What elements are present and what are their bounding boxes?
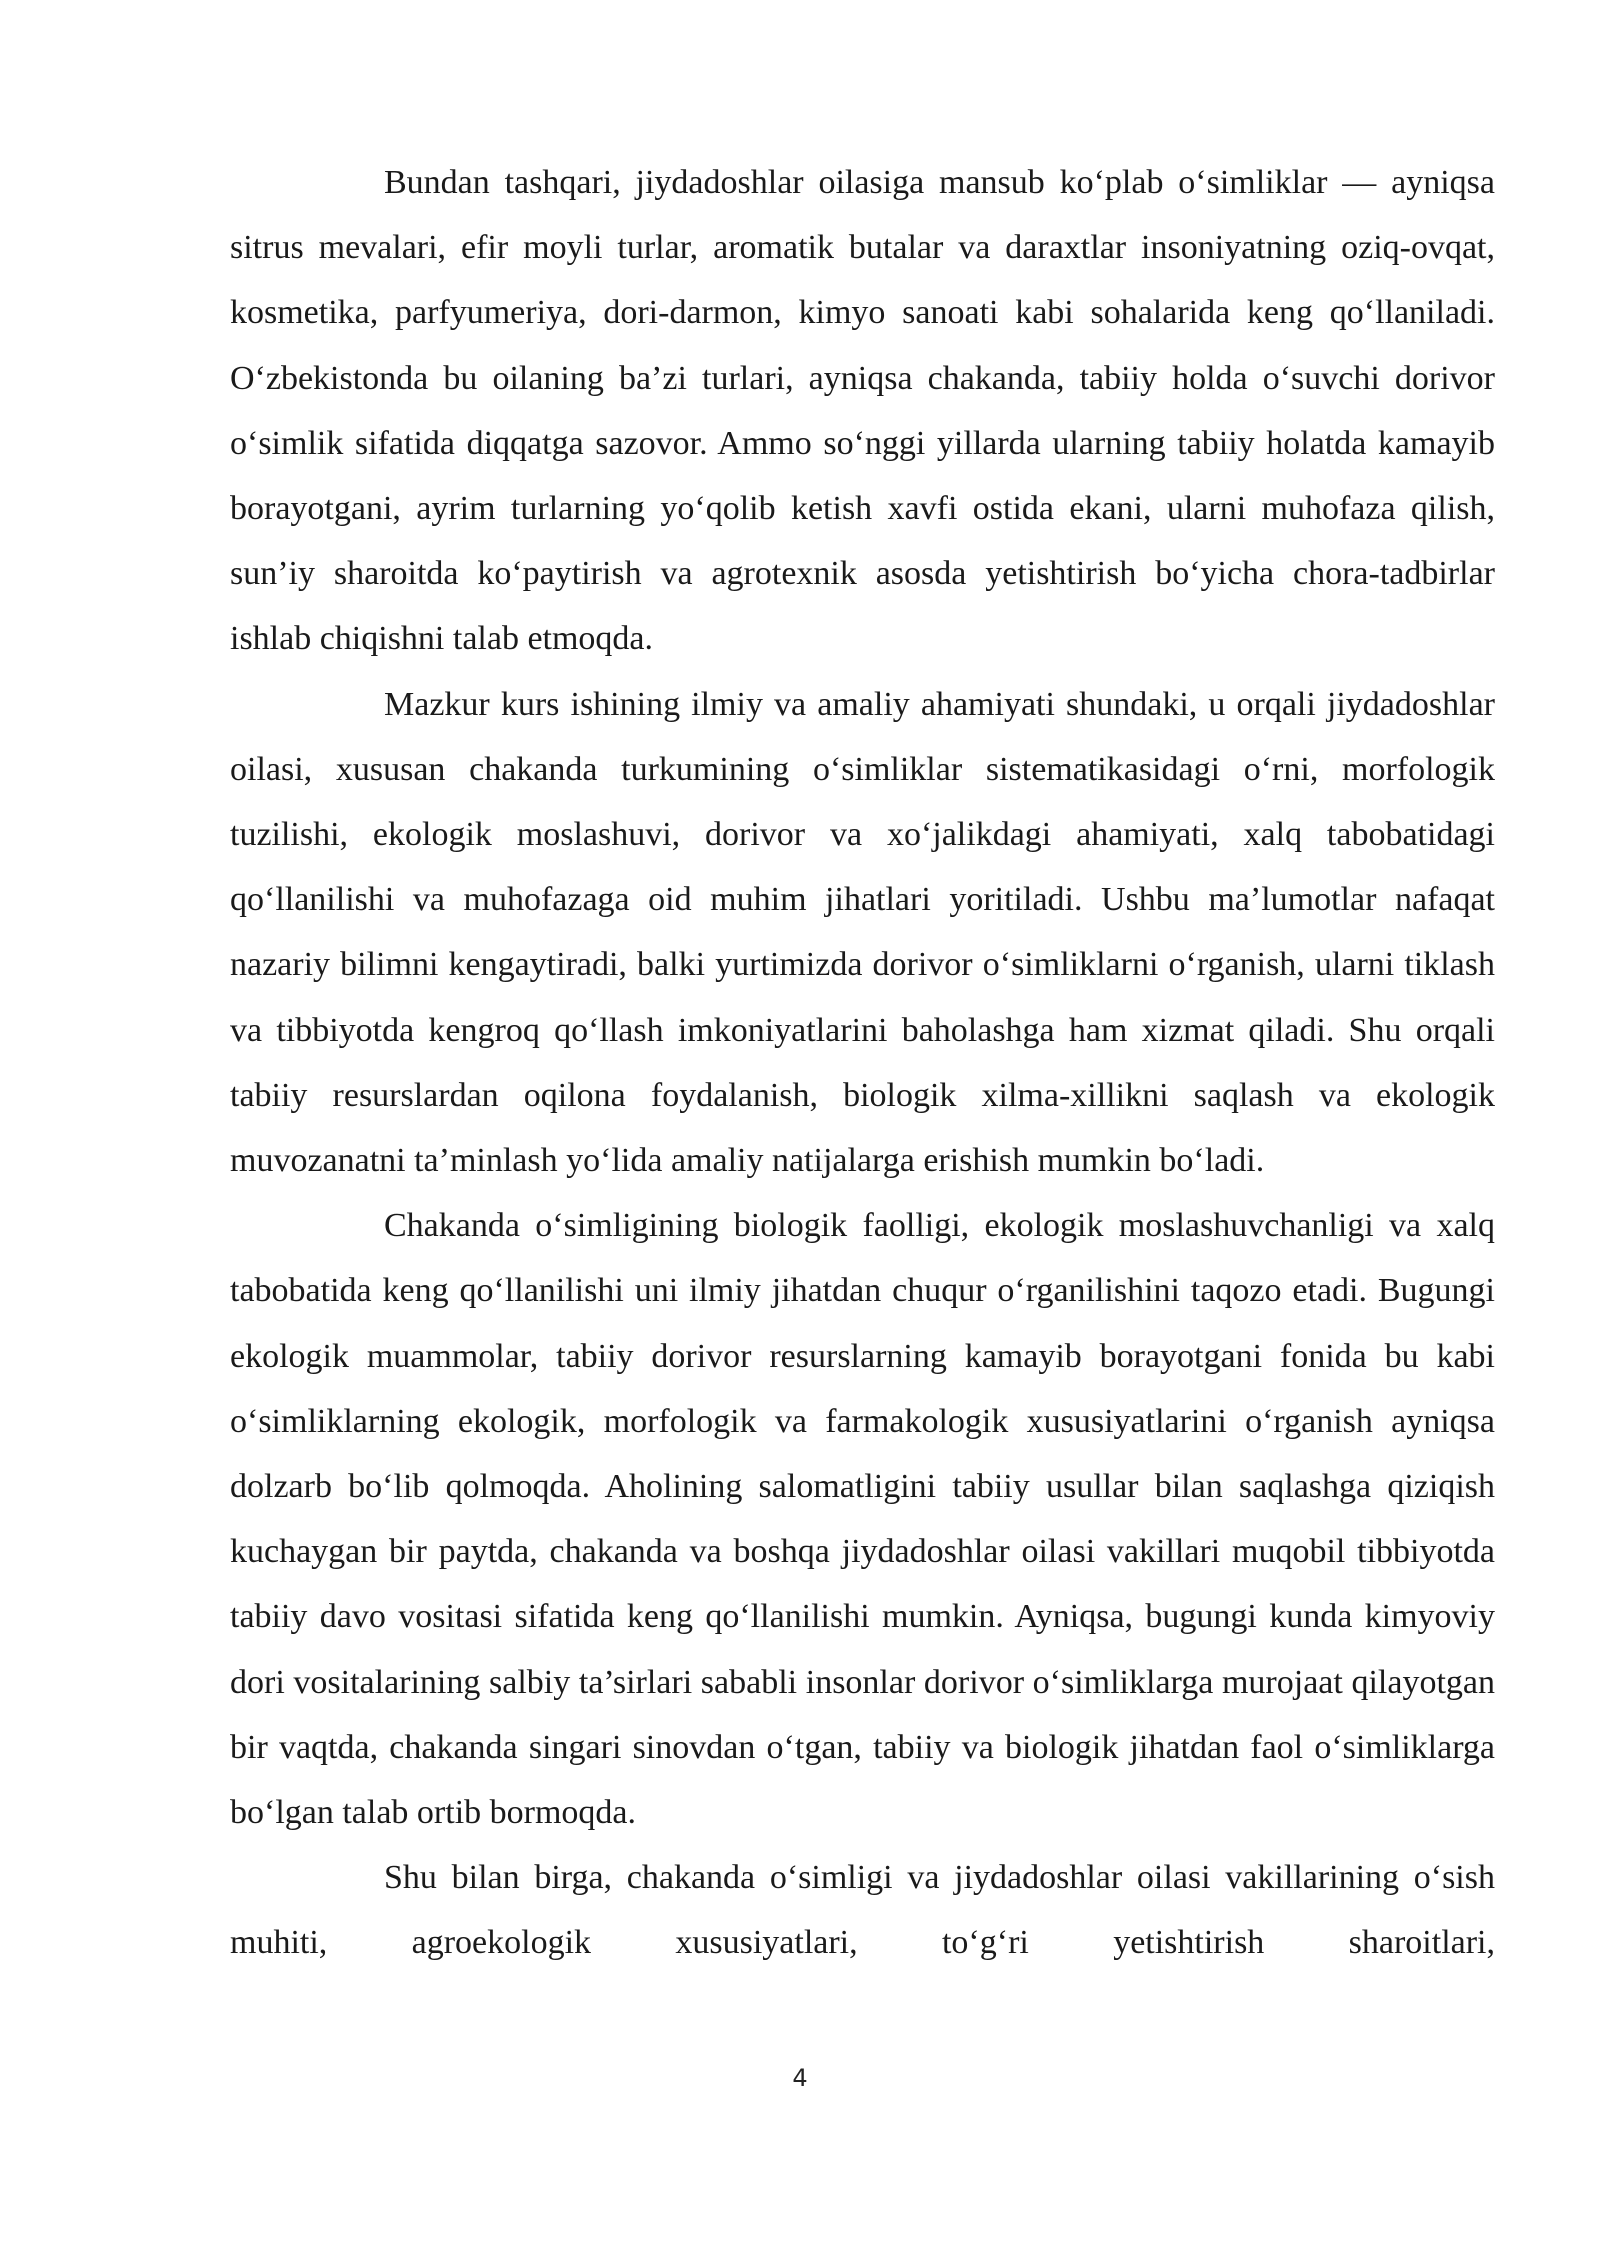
paragraph-4: Shu bilan birga, chakanda o‘simligi va jiydadoshlar oilasi vakillarining o‘sish muhiti, agroekologik xususiyatlari, to‘g‘ri yetishtirish sharoitlari, <box>230 1859 1495 1962</box>
page-number: 4 <box>792 2064 808 2092</box>
document-page <box>230 150 1495 1976</box>
paragraph-2: Mazkur kurs ishining ilmiy va amaliy ahamiyati shundaki, u orqali jiydadoshlar oilasi, xususan chakanda turkumining o‘simliklar sistematikasidagi o‘rni, morfologik tuzilishi, ekologik moslashuvi, dorivor va xo‘jalikdagi ahamiyati, xalq tabobatidagi qo‘llanilishi va muhofazaga oid muhim jihatlari yoritiladi. Ushbu ma’lumotlar nafaqat nazariy bilimni kengaytiradi, balki yurtimizda dorivor o‘simliklarni o‘rganish, ularni tiklash va tibbiyotda kengroq qo‘llash imkoniyatlarini baholashga ham xizmat qiladi. Shu orqali tabiiy resurslardan oqilona foydalanish, biologik xilma-xillikni saqlash va ekologik muvozanatni ta’minlash yo‘lida amaliy natijalarga erishish mumkin bo‘ladi. <box>230 685 1495 1180</box>
paragraph-3: Chakanda o‘simligining biologik faolligi, ekologik moslashuvchanligi va xalq tabobatida keng qo‘llanilishi uni ilmiy jihatdan chuqur o‘rganilishini taqozo etadi. Bugungi ekologik muammolar, tabiiy dorivor resurslarning kamayib borayotgani fonida bu kabi o‘simliklarning ekologik, morfologik va farmakologik xususiyatlarini o‘rganish ayniqsa dolzarb bo‘lib qolmoqda. Aholining salomatligini tabiiy usullar bilan saqlashga qiziqish kuchaygan bir paytda, chakanda va boshqa jiydadoshlar oilasi vakillari muqobil tibbiyotda tabiiy davo vositasi sifatida keng qo‘llanilishi mumkin. Ayniqsa, bugungi kunda kimyoviy dori vositalarining salbiy ta’sirlari sababli insonlar dorivor o‘simliklarga murojaat qilayotgan bir vaqtda, chakanda singari sinovdan o‘tgan, tabiiy va biologik jihatdan faol o‘simliklarga bo‘lgan talab ortib bormoqda. <box>230 1207 1495 1832</box>
paragraph-1: Bundan tashqari, jiydadoshlar oilasiga mansub ko‘plab o‘simliklar — ayniqsa sitrus mevalari, efir moyli turlar, aromatik butalar va daraxtlar insoniyatning oziq-ovqat, kosmetika, parfyumeriya, dori-darmon, kimyo sanoati kabi sohalarida keng qo‘llaniladi. O‘zbekistonda bu oilaning ba’zi turlari, ayniqsa chakanda, tabiiy holda o‘suvchi dorivor o‘simlik sifatida diqqatga sazovor. Ammo so‘nggi yillarda ularning tabiiy holatda kamayib borayotgani, ayrim turlarning yo‘qolib ketish xavfi ostida ekani, ularni muhofaza qilish, sun’iy sharoitda ko‘paytirish va agrotexnik asosda yetishtirish bo‘yicha chora-tadbirlar ishlab chiqishni talab etmoqda. <box>230 164 1495 658</box>
